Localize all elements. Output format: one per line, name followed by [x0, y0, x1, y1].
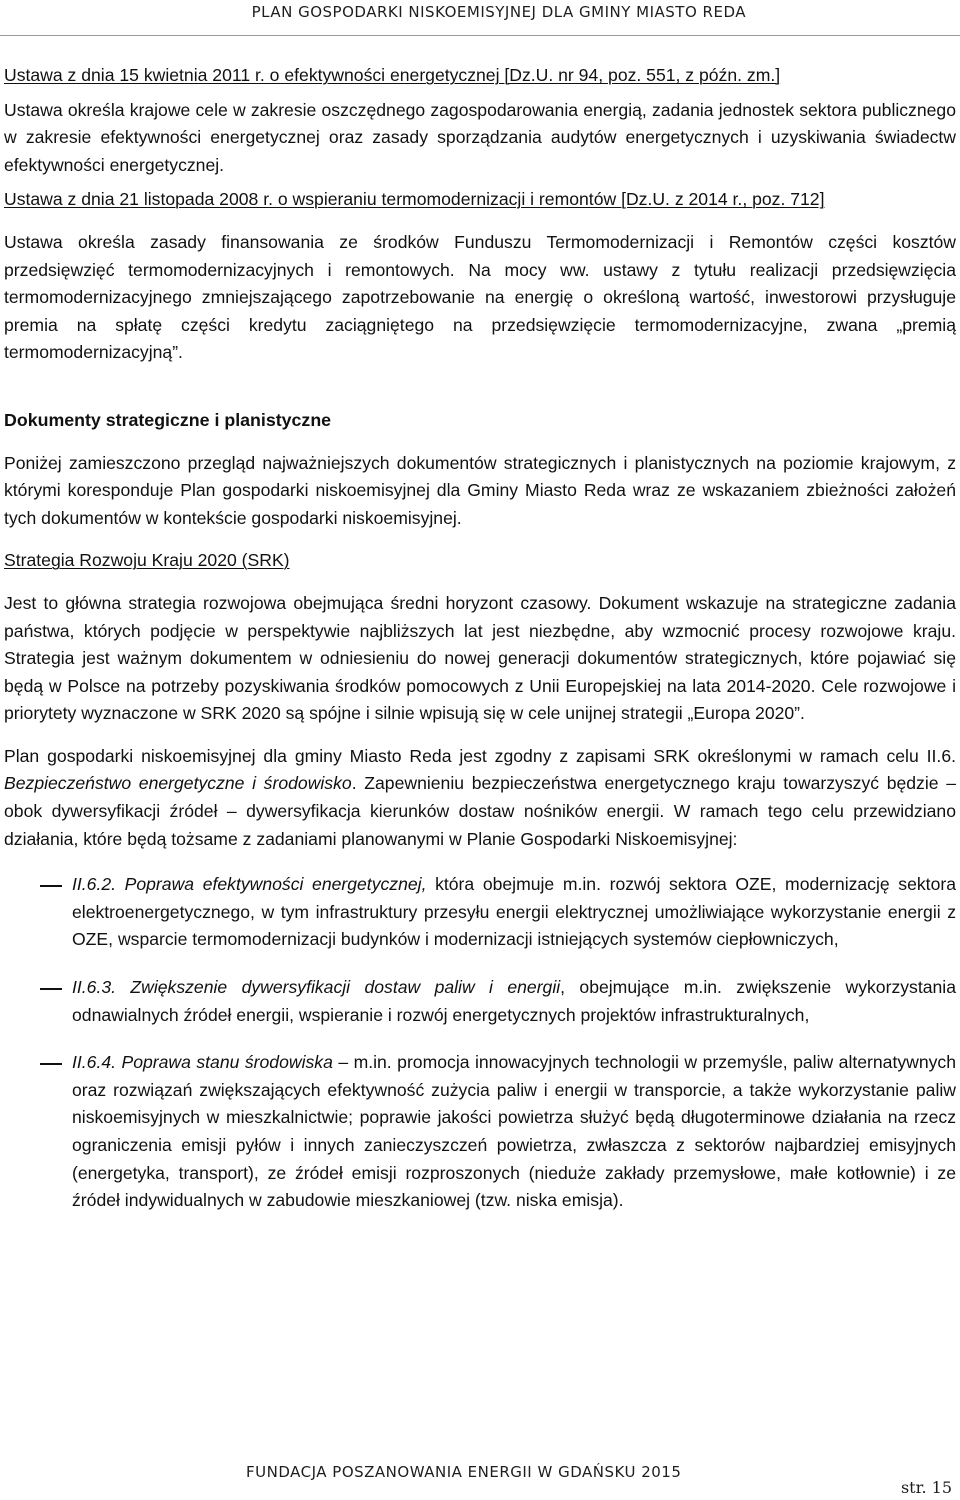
- law1-title: Ustawa z dnia 15 kwietnia 2011 r. o efektywności energetycznej [Dz.U. nr 94, poz. 551, z późn. zm.]: [4, 65, 781, 85]
- header-title: PLAN GOSPODARKI NISKOEMISYJNEJ DLA GMINY MIASTO REDA: [251, 3, 746, 21]
- goals-list: [4, 871, 956, 1215]
- law2-text: Ustawa określa zasady finansowania ze środków Funduszu Termomodernizacji i Remontów części kosztów przedsięwzięć termomodernizacyjnych i remontowych. Na mocy ww. ustawy z tytułu realizacji przedsięwzięcia termomodernizacyjnego zmniejszającego zapotrzebowanie na energię o określoną wartość, inwestorowi przysługuje premia na spłatę części kredytu zaciągniętego na przedsięwzięcie termomodernizacyjne, zwana „premią termomodernizacyjną”.: [4, 231, 956, 363]
- section-heading: Dokumenty strategiczne i planistyczne: [4, 409, 332, 430]
- srk-paragraph: Jest to główna strategia rozwojowa obejmująca średni horyzont czasowy. Dokument wskazuje na strategiczne zadania państwa, których podjęcie w perspektywie najbliższych lat jest niezbędne, aby wzmocnić procesy rozwojowe kraju. Strategia jest ważnym dokumentem w odniesieniu do nowej generacji dokumentów strategicznych, które pojawiać się będą w Polsce na potrzeby pozyskiwania środków pomocowych z Unii Europejskiej na lata 2014-2020. Cele rozwojowe i priorytety wyznaczone w SRK 2020 są spójne i silnie wpisują się w cele unijnej strategii „Europa 2020”.: [4, 592, 956, 724]
- srk-title: Strategia Rozwoju Kraju 2020 (SRK): [4, 550, 290, 571]
- intro-paragraph: Poniżej zamieszczono przegląd najważniejszych dokumentów strategicznych i planistycznych na poziomie krajowym, z którymi koresponduje Plan gospodarki niskoemisyjnej dla Gminy Miasto Reda wraz ze wskazaniem zbieżności założeń tych dokumentów w kontekście gospodarki niskoemisyjnej.: [4, 452, 956, 528]
- plan-text-a: Plan gospodarki niskoemisyjnej dla gminy Miasto Reda jest zgodny z zapisami SRK określonymi w ramach celu II.6.: [4, 745, 956, 766]
- plan-paragraph: [4, 743, 956, 853]
- law1-text: Ustawa określa krajowe cele w zakresie oszczędnego zagospodarowania energią, zadania jednostek sektora publicznego w zakresie efektywności energetycznej oraz zasady sporządzania audytów energetycznych i uzyskiwania świadectw efektywności energetycznej.: [4, 99, 956, 175]
- list-item-text: – m.in. promocja innowacyjnych technologii w przemyśle, paliw alternatywnych oraz rozwiązań zwiększających efektywność zużycia paliw i energii w transporcie, a także wykorzystanie paliw niskoemisyjnych w mieszkalnictwie; poprawie jakości powietrza służyć będą długoterminowe działania na rzecz ograniczenia emisji pyłów i innych zanieczyszczeń powietrza, zwłaszcza z sektorów najbardziej emisyjnych (energetyka, transport), ze źródeł emisji rozproszonych (niedużе zakłady przemysłowe, małe kotłownie) i ze źródeł indywidualnych w zabudowie mieszkaniowej (tzw. niska emisja).: [72, 1052, 957, 1211]
- footer-organization: FUNDACJA POSZANOWANIA ENERGII W GDAŃSKU 2015: [246, 1463, 682, 1481]
- page-number: str. 15: [900, 1478, 952, 1497]
- list-item-title: II.6.4. Poprawa stanu środowiska: [72, 1052, 333, 1073]
- list-item-text: , obejmujące m.in. zwiększenie wykorzystania odnawialnych źródeł energii, wspieranie i rozwój energetycznych projektów infrastrukturalnych,: [72, 977, 956, 1025]
- list-item-title: II.6.2. Poprawa efektywności energetycznej,: [72, 874, 427, 895]
- list-item-title: II.6.3. Zwiększenie dywersyfikacji dostaw paliw i energii: [72, 977, 561, 998]
- list-item: [4, 974, 956, 1029]
- list-item: [4, 1049, 956, 1215]
- plan-text-c: . Zapewnieniu bezpieczeństwa energetycznego kraju towarzyszyć będzie – obok dywersyfikacji źródeł – dywersyfikacja kierunków dostaw nośników energii. W ramach tego celu przewidziano działania, które będą tożsame z zadaniami planowanymi w Planie Gospodarki Niskoemisyjnej:: [4, 773, 957, 849]
- plan-goal-title: Bezpieczeństwo energetyczne i środowisko: [4, 773, 352, 794]
- list-item-text: która obejmuje m.in. rozwój sektora OZE, modernizację sektora elektroenergetycznego, w tym infrastruktury przesyłu energii elektrycznej umożliwiające wykorzystanie energii z OZE, wsparcie termomodernizacji budynków i modernizacji istniejących systemów ciepłowniczych,: [72, 874, 956, 950]
- law2-title: Ustawa z dnia 21 listopada 2008 r. o wspieraniu termomodernizacji i remontów [Dz.U. z 2014 r., poz. 712]: [4, 189, 825, 210]
- document-body: [4, 62, 956, 1235]
- page-header: [0, 0, 960, 36]
- list-item: [4, 871, 956, 954]
